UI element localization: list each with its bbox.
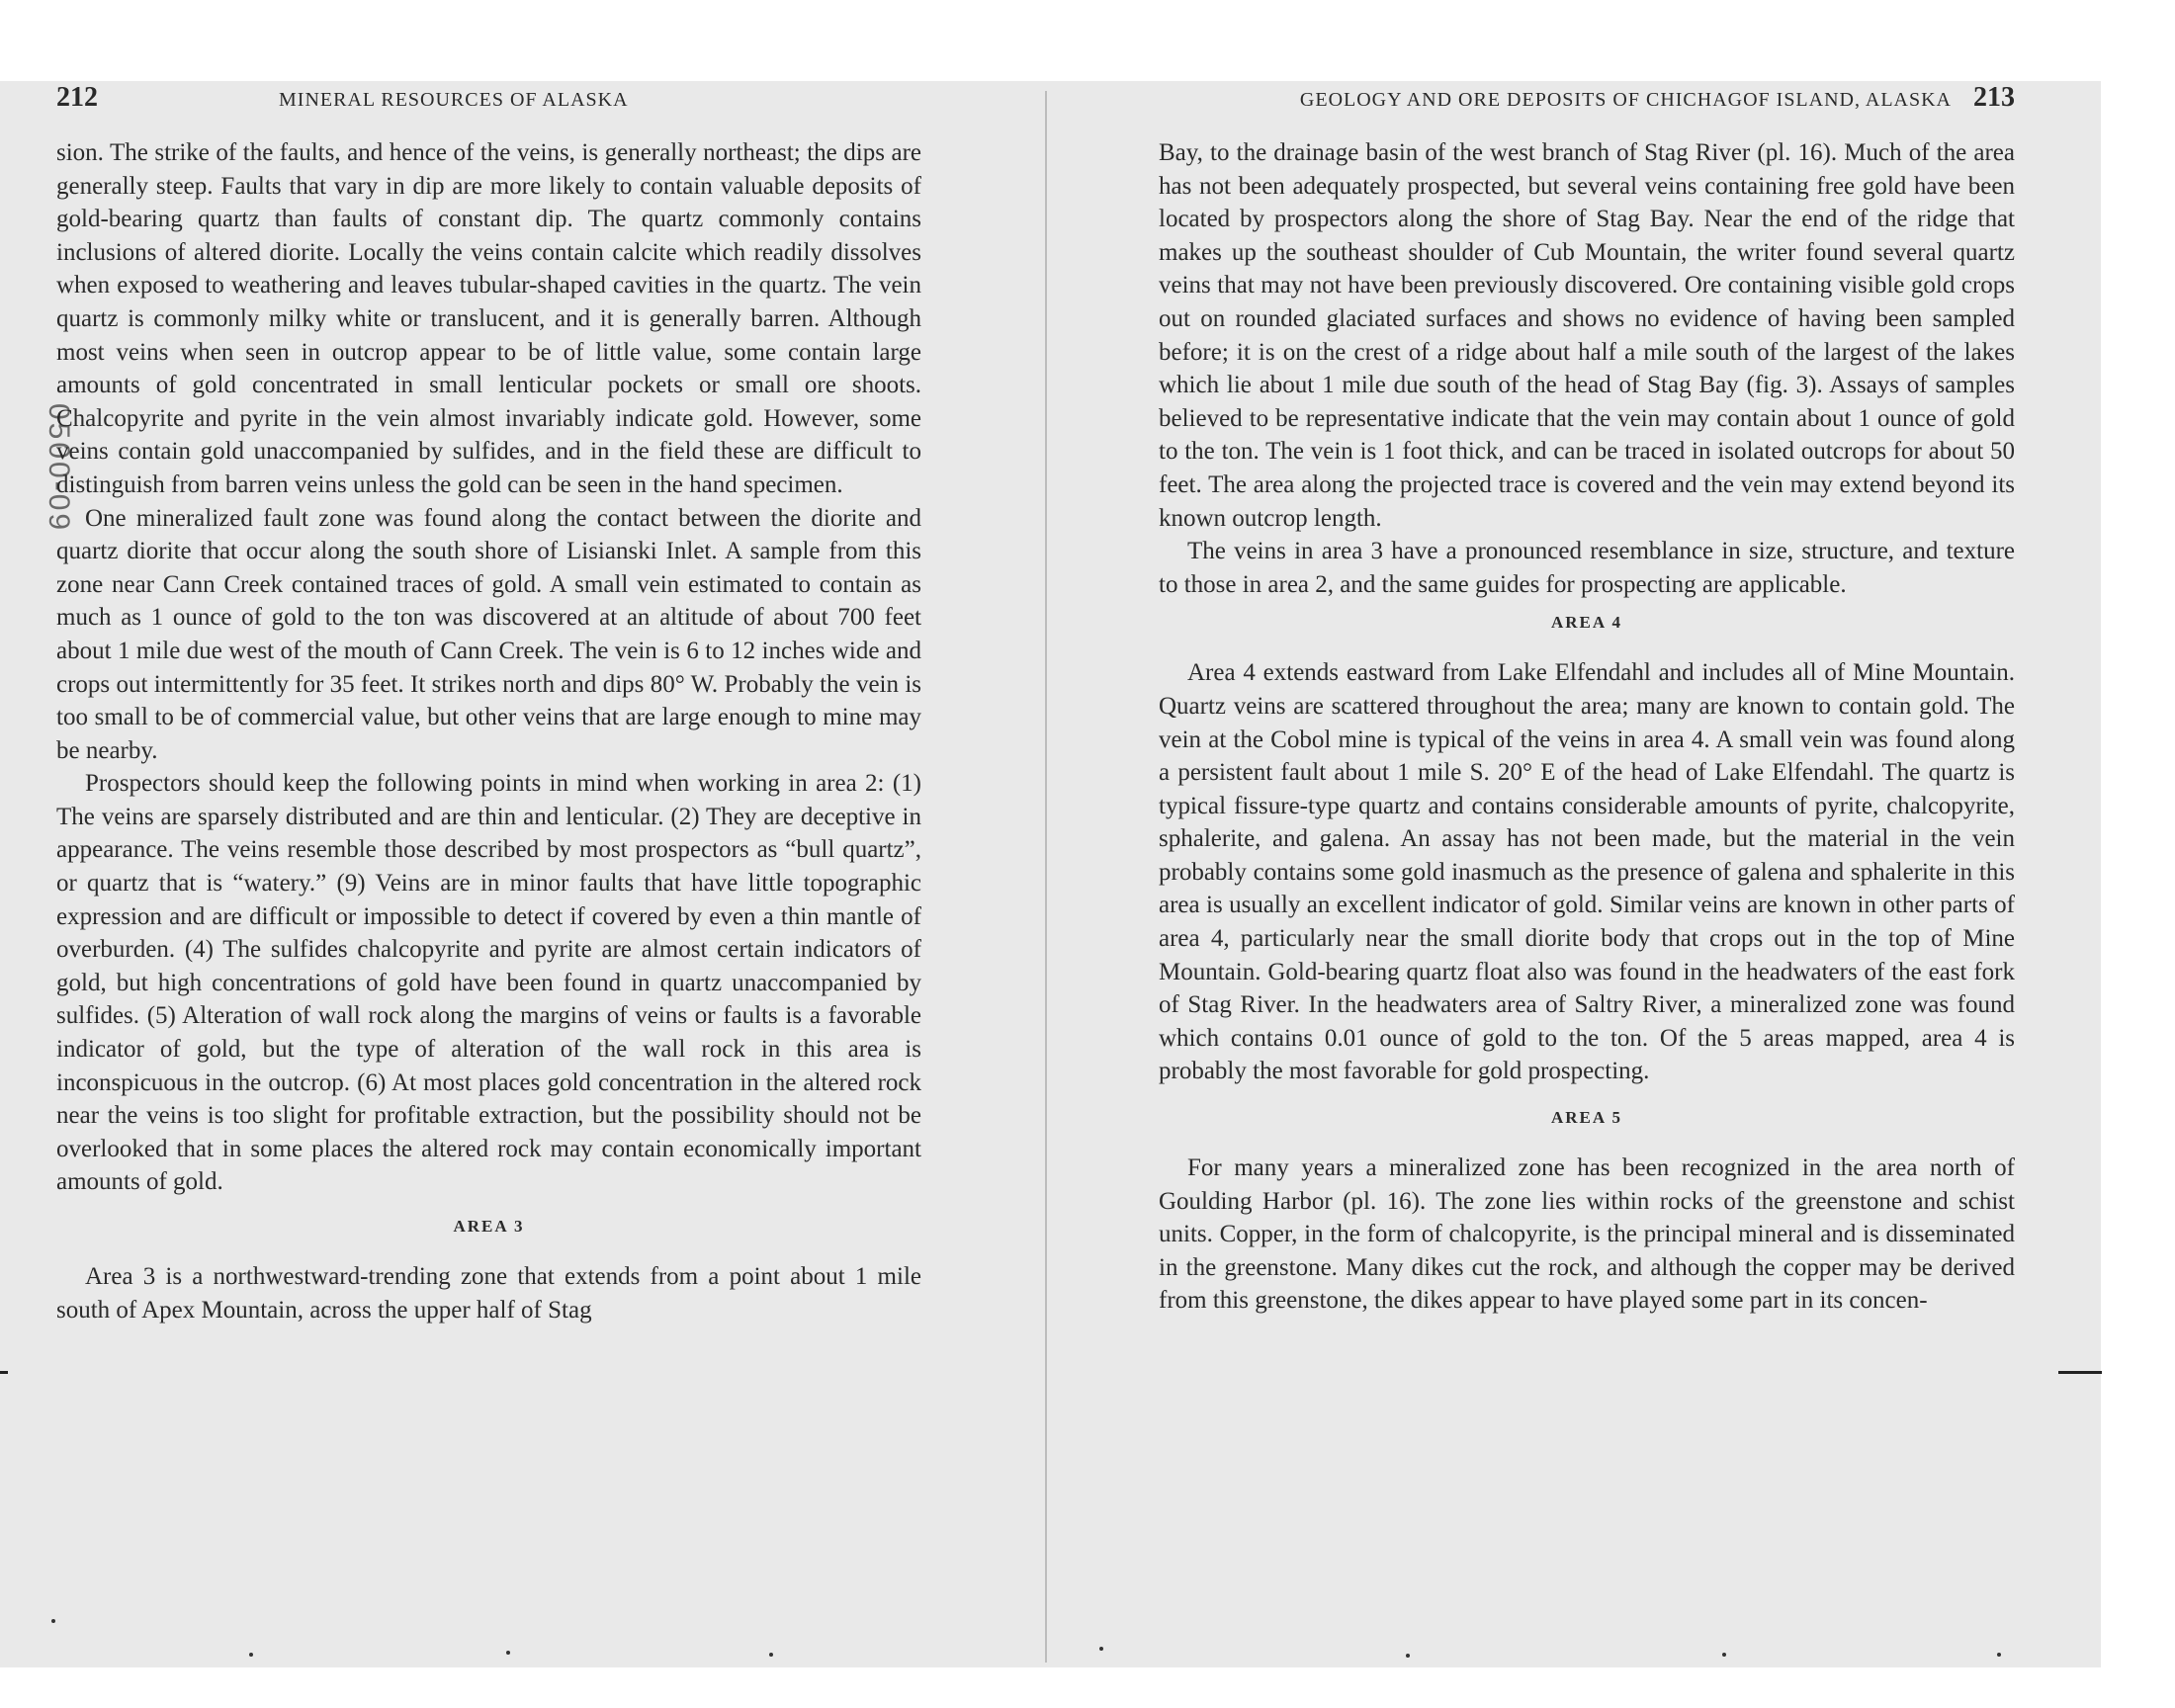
area-4-paragraph: Area 4 extends eastward from Lake Elfendahl and includes all of Mine Mountain. Quartz veins are scattered throughout the area; many are known to contain gold. The vein at the Cobol mine is typical of the veins in area 4. A small vein was found along a persistent fault about 1 mile S. 20° E of the head of Lake Elfendahl. The quartz is typical fissure-type quartz and contains considerable amounts of pyrite, chalcopyrite, sphalerite, and galena. An assay has not been made, but the material in the vein probably contains some gold inasmuch as the presence of galena and sphalerite in this area is usually an excellent indicator of gold. Similar veins are known in other parts of area 4, particularly near the small diorite body that crops out in the top of Mine Mountain. Gold-bearing quartz float also was found in the headwaters of the east fork of Stag River. In the headwaters area of Saltry River, a mineralized zone was found which contains 0.01 ounce of gold to the ton. Of the 5 areas mapped, area 4 is probably the most favorable for gold prospecting. <box>1159 659 2015 1085</box>
right-body <box>1159 136 2015 1318</box>
scan-speck <box>51 1619 55 1623</box>
right-page <box>1159 82 2015 1318</box>
scan-speck <box>1099 1647 1103 1651</box>
right-running-head <box>1159 82 2015 119</box>
area-5-heading: AREA 5 <box>1551 1108 1622 1128</box>
left-running-title: MINERAL RESOURCES OF ALASKA <box>279 89 629 111</box>
right-running-title: GEOLOGY AND ORE DEPOSITS OF CHICHAGOF ISLAND, ALASKA <box>1299 89 1952 111</box>
scan-speck <box>249 1653 253 1657</box>
left-page <box>56 82 921 1326</box>
scan-speck <box>1722 1653 1726 1657</box>
area-3-paragraph: Area 3 is a northwestward-trending zone that extends from a point about 1 mile south of Apex Mountain, across the upper half of Stag <box>56 1263 921 1324</box>
left-paragraph-2: One mineralized fault zone was found along the contact between the diorite and quartz diorite that occur along the south shore of Lisianski Inlet. A sample from this zone near Cann Creek contained traces of gold. A small vein estimated to contain as much as 1 ounce of gold to the ton was discovered at an altitude of about 700 feet about 1 mile due west of the mouth of Cann Creek. The vein is 6 to 12 inches wide and crops out intermittently for 35 feet. It strikes north and dips 80° W. Probably the vein is too small to be of commercial value, but other veins that are large enough to mine may be nearby. <box>56 504 921 764</box>
scan-speck <box>769 1653 773 1657</box>
scan-speck <box>506 1651 510 1655</box>
scan-speck <box>1997 1653 2001 1657</box>
right-page-number: 213 <box>1973 82 2015 113</box>
left-paragraph-3: Prospectors should keep the following points in mind when working in area 2: (1) The veins are sparsely distributed and are thin and lenticular. (2) They are deceptive in appearance. The veins resemble those described by most prospectors as “bull quartz”, or quartz that is “watery.” (9) Veins are in minor faults that have little topographic expression and are difficult or impossible to detect if covered by even a thin mantle of overburden. (4) The sulfides chalcopyrite and pyrite are almost certain indicators of gold, but high concentrations of gold have been found in quartz unaccompanied by sulfides. (5) Alteration of wall rock along the margins of veins or faults is a favorable indicator of gold, but the type of alteration of the wall rock in this area is inconspicuous in the outcrop. (6) At most places gold concentration in the altered rock near the veins is too slight for profitable extraction, but the possibility should not be overlooked that in some places the altered rock may contain economically important amounts of gold. <box>56 770 921 1196</box>
left-paragraph-1: sion. The strike of the faults, and hence of the veins, is generally northeast; the dips are generally steep. Faults that vary in dip are more likely to contain valuable deposits of gold-bearing quartz than faults of constant dip. The quartz commonly contains inclusions of altered diorite. Locally the veins contain calcite which readily dissolves when exposed to weathering and leaves tubular-shaped cavities in the quartz. The vein quartz is commonly milky white or translucent, and it is generally barren. Although most veins when seen in outcrop appear to be of little value, some contain large amounts of gold concentrated in small lenticular pockets or small ore shoots. Chalcopyrite and pyrite in the vein almost invariably indicate gold. However, some veins contain gold unaccompanied by sulfides, and in the field these are difficult to distinguish from barren veins unless the gold can be seen in the hand specimen. <box>56 139 921 498</box>
left-running-head <box>56 82 921 119</box>
right-paragraph-1: Bay, to the drainage basin of the west branch of Stag River (pl. 16). Much of the area has not been adequately prospected, but several veins containing free gold have been located by prospectors along the shore of Stag Bay. Near the end of the ridge that makes up the southeast shoulder of Cub Mountain, the writer found several quartz veins that may not have been previously discovered. Ore containing visible gold crops out on rounded glaciated surfaces and shows no evidence of having been sampled before; it is on the crest of a ridge about half a mile south of the largest of the lakes which lie about 1 mile due south of the head of Stag Bay (fig. 3). Assays of samples believed to be representative indicate that the vein may contain about 1 ounce of gold to the ton. The vein is 1 foot thick, and can be traced in isolated outcrops for about 50 feet. The area along the projected trace is covered and the vein may extend beyond its known outcrop length. <box>1159 139 2015 532</box>
margin-stamp-text: 0500-09 <box>43 403 75 534</box>
scan-speck <box>1406 1654 1410 1658</box>
page-gutter <box>1045 91 1047 1663</box>
left-body <box>56 136 921 1326</box>
area-4-heading: AREA 4 <box>1551 613 1622 633</box>
edge-mark-right <box>2058 1371 2102 1374</box>
area-3-heading: AREA 3 <box>453 1217 525 1236</box>
left-page-number: 212 <box>56 82 98 113</box>
area-5-paragraph: For many years a mineralized zone has been recognized in the area north of Goulding Harbor (pl. 16). The zone lies within rocks of the greenstone and schist units. Copper, in the form of chalcopyrite, is the principal mineral and is disseminated in the greenstone. Many dikes cut the rock, and although the copper may be derived from this greenstone, the dikes appear to have played some part in its concen- <box>1159 1154 2015 1315</box>
right-paragraph-2: The veins in area 3 have a pronounced resemblance in size, structure, and texture to those in area 2, and the same guides for prospecting are applicable. <box>1159 538 2015 598</box>
edge-mark-left <box>0 1371 8 1374</box>
